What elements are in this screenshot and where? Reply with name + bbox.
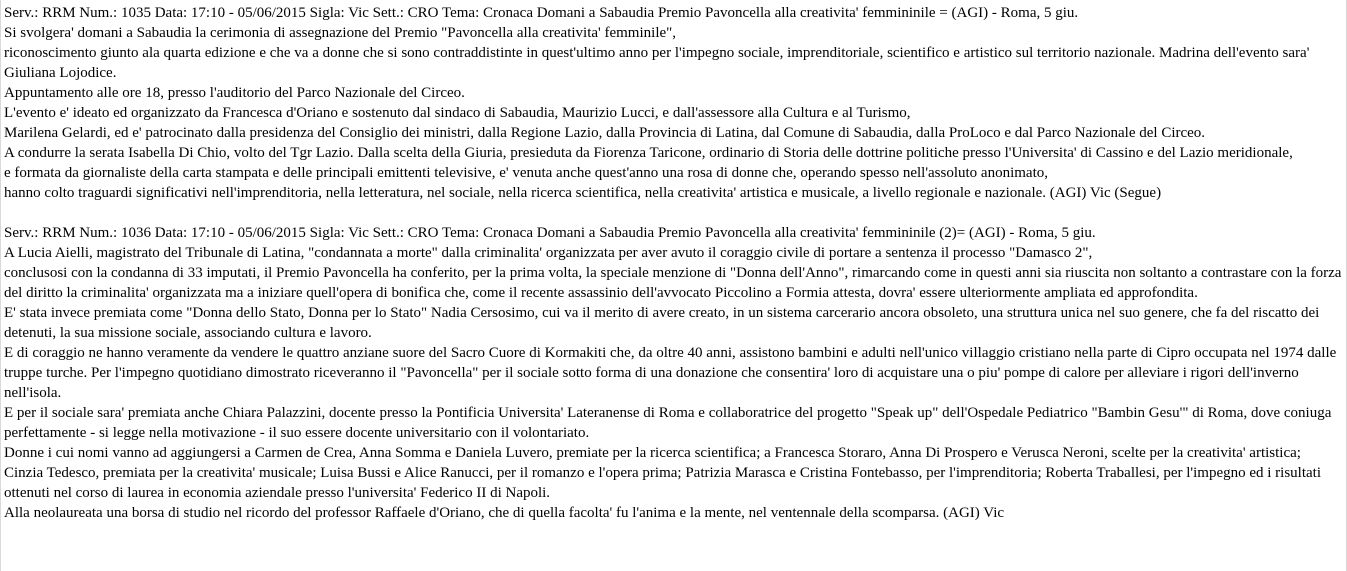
news-paragraph: Appuntamento alle ore 18, presso l'auditorio del Parco Nazionale del Circeo. (4, 85, 465, 101)
news-page (1, 0, 1342, 523)
news-paragraph: E di coraggio ne hanno veramente da vendere le quattro anziane suore del Sacro Cuore di Kormakiti che, da oltre 40 anni, assistono bambini e adulti nell'unico villaggio cristiano nella parte di Cipro occupata nel 1974 dalle truppe turche. Per l'impegno quotidiano dimostrato riceveranno il "Pavoncella" per il sociale sotto forma di una donazione che consentira' loro di acquistare una o piu' pompe di calore per alleviare i rigori dell'inverno nell'isola. (4, 345, 1337, 401)
news-paragraph: hanno colto traguardi significativi nell'imprenditoria, nella letteratura, nel sociale, nella ricerca scientifica, nella creativita' artistica e musicale, a livello regionale e nazionale. (AGI) Vic (Segue) (4, 185, 1162, 201)
news-paragraph: A condurre la serata Isabella Di Chio, volto del Tgr Lazio. Dalla scelta della Giuria, presieduta da Fiorenza Taricone, ordinario di Storia delle dottrine politiche presso l'Universita' di Cassino e del Lazio meridionale, (4, 145, 1293, 161)
news-paragraph: A Lucia Aielli, magistrato del Tribunale di Latina, "condannata a morte" dalla criminalita' organizzata per aver avuto il coraggio civile di portare a sentenza il processo "Damasco 2", (4, 245, 1093, 261)
news-paragraph: Alla neolaureata una borsa di studio nel ricordo del professor Raffaele d'Oriano, che di quella facolta' fu l'anima e la mente, nel ventennale della scomparsa. (AGI) Vic (4, 505, 1005, 521)
news-paragraph: Si svolgera' domani a Sabaudia la cerimonia di assegnazione del Premio "Pavoncella alla creativita' femminile", (4, 25, 677, 41)
news-paragraph: E per il sociale sara' premiata anche Chiara Palazzini, docente presso la Pontificia Universita' Lateranense di Roma e collaboratrice del progetto "Speak up" dell'Ospedale Pediatrico "Bambin Gesu'" di Roma, dove coniuga perfettamente - si legge nella motivazione - il suo essere docente universitario con il volontariato. (4, 405, 1332, 441)
news-paragraph: Marilena Gelardi, ed e' patrocinato dalla presidenza del Consiglio dei ministri, dalla Regione Lazio, dalla Provincia di Latina, dal Comune di Sabaudia, dalla ProLoco e dal Parco Nazionale del Circeo. (4, 125, 1206, 141)
news-paragraph: conclusosi con la condanna di 33 imputati, il Premio Pavoncella ha conferito, per la prima volta, la speciale menzione di "Donna dell'Anno", rimarcando come in questi anni sia riuscita non soltanto a contrastare con la forza del diritto la criminalita' organizzata ma a iniziare quell'opera di bonifica che, come il recente assassinio dell'avvocato Piccolino a Formia attesta, dovra' essere ulteriormente ampliata ed approfondita. (4, 265, 1342, 301)
news-item-1036 (4, 223, 1342, 523)
news-paragraph: E' stata invece premiata come "Donna dello Stato, Donna per lo Stato" Nadia Cersosimo, cui va il merito di avere creato, in un sistema carcerario ancora obsoleto, una struttura unica nel suo genere, che fa del riscatto dei detenuti, la sua missione sociale, associando cultura e lavoro. (4, 305, 1320, 341)
news-paragraph: riconoscimento giunto ala quarta edizione e che va a donne che si sono contraddistinte in quest'ultimo anno per l'impegno sociale, imprenditoriale, scientifico e artistico sul territorio nazionale. Madrina dell'evento sara' Giuliana Lojodice. (4, 45, 1310, 81)
news-paragraph: e formata da giornaliste della carta stampata e delle principali emittenti televisive, e' venuta anche quest'anno una rosa di donne che, operando spesso nell'assoluto anonimato, (4, 165, 1049, 181)
news-header: Serv.: RRM Num.: 1036 Data: 17:10 - 05/06/2015 Sigla: Vic Sett.: CRO Tema: Cronaca Domani a Sabaudia Premio Pavoncella alla creativita' femmininile (2)= (AGI) - Roma, 5 giu. (4, 225, 1096, 241)
news-header: Serv.: RRM Num.: 1035 Data: 17:10 - 05/06/2015 Sigla: Vic Sett.: CRO Tema: Cronaca Domani a Sabaudia Premio Pavoncella alla creativita' femmininile = (AGI) - Roma, 5 giu. (4, 5, 1079, 21)
news-paragraph: Donne i cui nomi vanno ad aggiungersi a Carmen de Crea, Anna Somma e Daniela Luvero, premiate per la ricerca scientifica; a Francesca Storaro, Anna Di Prospero e Verusca Neroni, scelte per la creativita' artistica; Cinzia Tedesco, premiata per la creativita' musicale; Luisa Bussi e Alice Ranucci, per il romanzo e l'opera prima; Patrizia Marasca e Cristina Fontebasso, per l'imprenditoria; Roberta Traballesi, per l'impegno ed i risultati ottenuti nel corso di laurea in economia aziendale presso l'universita' Federico II di Napoli. (4, 445, 1322, 501)
news-paragraph: L'evento e' ideato ed organizzato da Francesca d'Oriano e sostenuto dal sindaco di Sabaudia, Maurizio Lucci, e dall'assessore alla Cultura e al Turismo, (4, 105, 911, 121)
news-item-1035 (4, 3, 1342, 203)
